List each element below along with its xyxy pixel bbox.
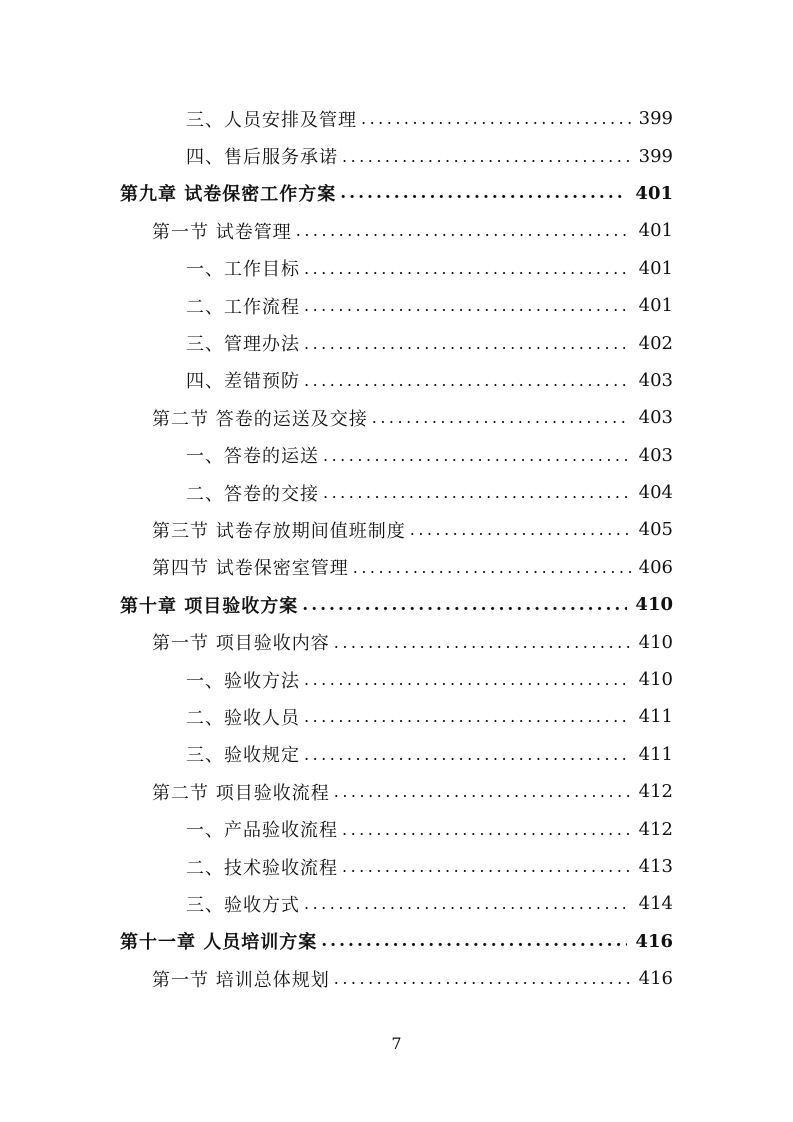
toc-entry-page: 403 <box>638 444 673 466</box>
toc-chapter-entry[interactable] <box>0 175 793 212</box>
toc-entry-title: 三、人员安排及管理 <box>186 109 357 131</box>
toc-dot-leader <box>361 109 631 128</box>
toc-entry-title: 第二节 项目验收流程 <box>152 782 330 804</box>
toc-entry-page: 410 <box>638 669 673 691</box>
toc-subsection-entry[interactable] <box>0 736 793 773</box>
toc-entry-page: 412 <box>638 781 673 803</box>
toc-entry-title: 第一节 培训总体规划 <box>152 969 330 991</box>
toc-entry-title: 三、管理办法 <box>186 334 300 356</box>
toc-subsection-entry[interactable] <box>0 885 793 922</box>
toc-entry-title: 第九章 试卷保密工作方案 <box>120 184 337 206</box>
toc-entry-page: 401 <box>638 295 673 317</box>
toc-subsection-entry[interactable] <box>0 250 793 287</box>
toc-entry-title: 一、产品验收流程 <box>186 820 338 842</box>
toc-section-entry[interactable] <box>0 960 793 997</box>
toc-subsection-entry[interactable] <box>0 474 793 511</box>
toc-dot-leader <box>304 745 631 764</box>
toc-entry-page: 411 <box>638 743 673 765</box>
toc-dot-leader <box>304 670 631 689</box>
toc-dot-leader <box>342 857 631 876</box>
toc-entry-page: 406 <box>638 556 673 578</box>
toc-entry-title: 二、答卷的交接 <box>186 483 319 505</box>
toc-entry-page: 413 <box>638 856 673 877</box>
toc-subsection-entry[interactable] <box>0 848 793 885</box>
toc-dot-leader <box>342 147 631 166</box>
toc-dot-leader <box>304 259 631 278</box>
toc-entry-page: 411 <box>638 706 673 728</box>
toc-section-entry[interactable] <box>0 773 793 810</box>
toc-entry-title: 一、答卷的运送 <box>186 446 319 468</box>
toc-entry-page: 414 <box>638 893 673 915</box>
toc-entry-page: 410 <box>635 594 673 616</box>
toc-entry-title: 三、验收方式 <box>186 894 300 916</box>
toc-entry-title: 二、工作流程 <box>186 296 300 318</box>
toc-chapter-entry[interactable] <box>0 586 793 623</box>
toc-entry-title: 第十章 项目验收方案 <box>120 595 299 617</box>
toc-dot-leader <box>304 296 631 315</box>
toc-entry-title: 一、验收方法 <box>186 670 300 692</box>
toc-dot-leader <box>410 520 631 539</box>
toc-entry-title: 二、验收人员 <box>186 707 300 729</box>
toc-dot-leader <box>323 446 631 465</box>
toc-subsection-entry[interactable] <box>0 810 793 847</box>
toc-dot-leader <box>321 931 627 951</box>
toc-dot-leader <box>304 371 631 390</box>
toc-entry-title: 三、验收规定 <box>186 745 300 767</box>
toc-entry-page: 412 <box>638 818 673 840</box>
toc-dot-leader <box>372 408 631 427</box>
toc-dot-leader <box>353 558 631 577</box>
toc-subsection-entry[interactable] <box>0 287 793 324</box>
toc-dot-leader <box>296 221 631 240</box>
toc-entry-title: 四、售后服务承诺 <box>186 147 338 169</box>
toc-entry-title: 第二节 答卷的运送及交接 <box>152 408 368 430</box>
toc-dot-leader <box>342 820 631 839</box>
toc-entry-page: 401 <box>638 220 673 242</box>
toc-chapter-entry[interactable] <box>0 923 793 960</box>
toc-dot-leader <box>334 633 631 652</box>
toc-subsection-entry[interactable] <box>0 698 793 735</box>
toc-entry-page: 403 <box>638 407 673 429</box>
toc-dot-leader <box>304 334 631 353</box>
toc-entry-title: 第四节 试卷保密室管理 <box>152 558 349 580</box>
toc-section-entry[interactable] <box>0 399 793 436</box>
toc-entry-page: 404 <box>638 482 673 504</box>
toc-entry-page: 399 <box>638 145 673 167</box>
toc-dot-leader <box>334 969 631 988</box>
toc-dot-leader <box>334 782 631 801</box>
toc-entry-page: 402 <box>638 332 673 354</box>
toc-entry-title: 第一节 项目验收内容 <box>152 633 330 655</box>
toc-entry-title: 一、工作目标 <box>186 259 300 281</box>
toc-section-entry[interactable] <box>0 212 793 249</box>
toc-subsection-entry[interactable] <box>0 437 793 474</box>
toc-subsection-entry[interactable] <box>0 324 793 361</box>
toc-entry-title: 四、差错预防 <box>186 371 300 393</box>
toc-section-entry[interactable] <box>0 511 793 548</box>
toc-subsection-entry[interactable] <box>0 661 793 698</box>
toc-dot-leader <box>340 183 627 203</box>
toc-entry-page: 401 <box>635 182 673 204</box>
toc-entry-title: 二、技术验收流程 <box>186 857 338 879</box>
toc-entry-page: 416 <box>635 930 673 952</box>
toc-entry-title: 第三节 试卷存放期间值班制度 <box>152 520 406 542</box>
toc-subsection-entry[interactable] <box>0 362 793 399</box>
toc-dot-leader <box>304 894 631 913</box>
toc-entry-page: 399 <box>638 108 673 130</box>
table-of-contents <box>0 100 793 997</box>
toc-entry-page: 405 <box>638 519 673 541</box>
toc-subsection-entry[interactable] <box>0 137 793 174</box>
toc-entry-title: 第一节 试卷管理 <box>152 221 292 243</box>
toc-entry-page: 416 <box>638 968 673 990</box>
toc-section-entry[interactable] <box>0 623 793 660</box>
toc-dot-leader <box>302 595 627 615</box>
toc-entry-page: 401 <box>638 257 673 279</box>
toc-subsection-entry[interactable] <box>0 100 793 137</box>
toc-dot-leader <box>323 483 631 502</box>
toc-dot-leader <box>304 707 631 726</box>
toc-entry-page: 403 <box>638 369 673 391</box>
page-number: 7 <box>391 1034 402 1053</box>
toc-entry-title: 第十一章 人员培训方案 <box>120 932 318 954</box>
toc-section-entry[interactable] <box>0 549 793 586</box>
toc-entry-page: 410 <box>638 631 673 653</box>
